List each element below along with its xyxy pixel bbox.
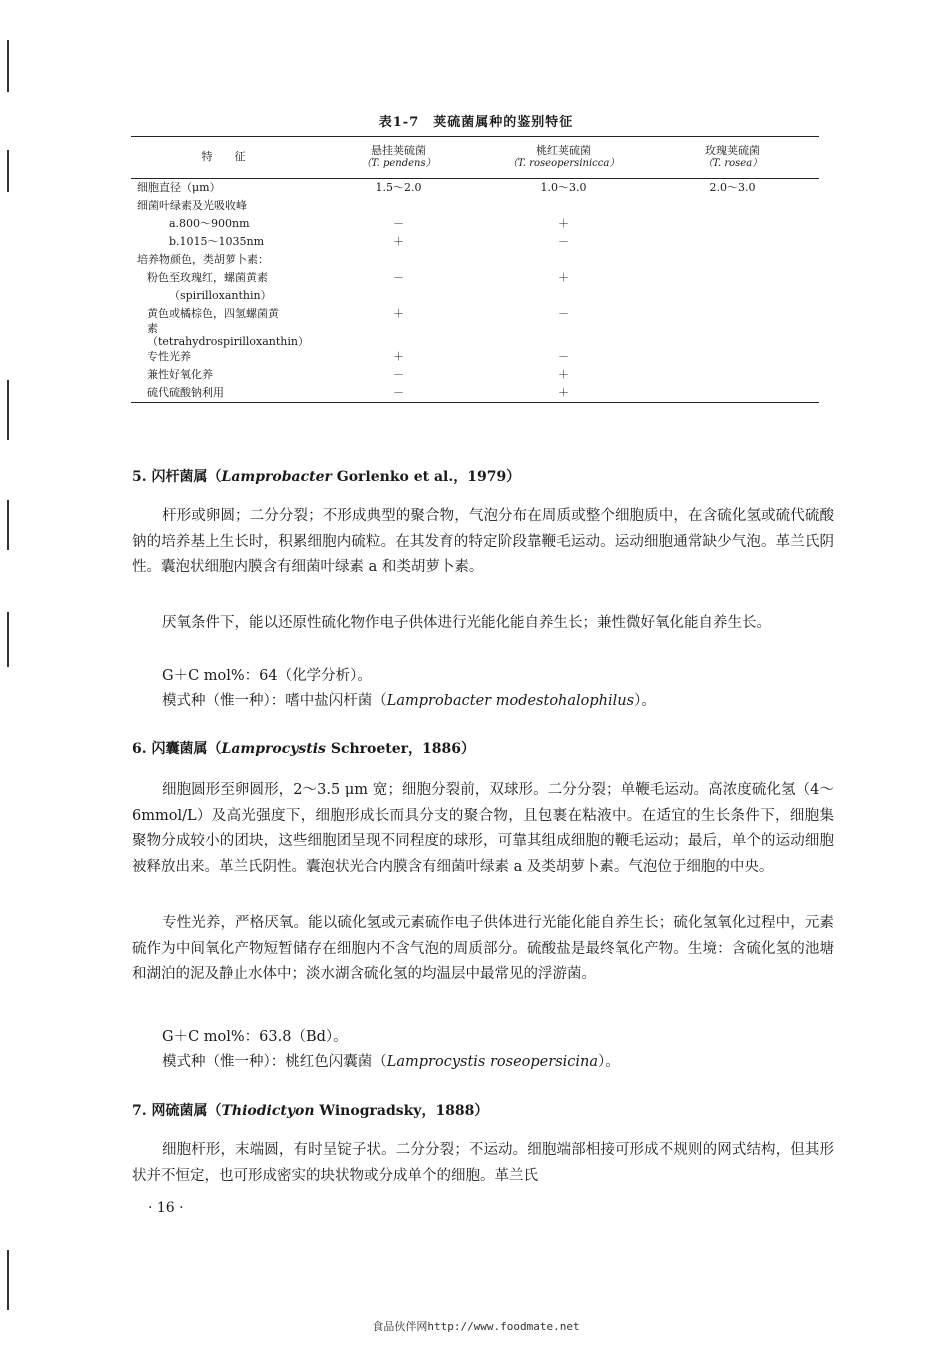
table-cell bbox=[646, 305, 819, 323]
row-label: 黄色或橘棕色，四氢螺菌黄 bbox=[147, 306, 279, 320]
table-cell: 1.0～3.0 bbox=[540, 180, 587, 194]
table-cell bbox=[316, 197, 481, 215]
table-row bbox=[131, 384, 819, 403]
table-row bbox=[131, 305, 819, 323]
row-label: 培养物颜色，类胡萝卜素： bbox=[137, 252, 269, 266]
table-cell: 1.5～2.0 bbox=[375, 180, 422, 194]
table-cell bbox=[481, 323, 646, 348]
row-label: 粉色至玫瑰红，螺菌黄素 bbox=[147, 270, 268, 284]
scan-edge-mark bbox=[7, 612, 9, 667]
table-row bbox=[131, 233, 819, 251]
section-paragraph: 专性光养，严格厌氧。能以硫化氢或元素硫作电子供体进行光能化能自养生长；硫化氢氧化过程中，元素硫作为中间氧化产物短暂储存在细胞内不含气泡的周质部分。硫酸盐是最终氧化产物。生境：含硫化氢的池塘和湖泊的泥及静止水体中；淡水湖含硫化氢的均温层中最常见的浮游菌。 bbox=[132, 915, 834, 982]
table-cell bbox=[646, 269, 819, 287]
table-row bbox=[131, 348, 819, 366]
table-cell: ＋ bbox=[558, 367, 569, 381]
table-cell bbox=[646, 384, 819, 403]
row-label: 细菌叶绿素及光吸收峰 bbox=[137, 198, 247, 212]
section-paragraph: 厌氧条件下，能以还原性硫化物作电子供体进行光能化能自养生长；兼性微好氧化能自养生长。 bbox=[162, 615, 771, 631]
header-cell: 悬挂荚硫菌 （T. pendens） bbox=[361, 143, 436, 169]
table-cell bbox=[646, 251, 819, 269]
section-heading-thiodictyon: 7. 网硫菌属（Thiodictyon Winogradsky，1888） bbox=[132, 1103, 489, 1119]
table-cell: ＋ bbox=[393, 234, 404, 248]
table-cell bbox=[481, 251, 646, 269]
table-cell bbox=[646, 287, 819, 305]
row-label: b.1015～1035nm bbox=[169, 234, 265, 248]
row-label: a.800～900nm bbox=[169, 216, 250, 230]
scan-edge-mark bbox=[7, 150, 9, 192]
row-label: 兼性好氧化养 bbox=[147, 367, 213, 381]
table-cell bbox=[316, 287, 481, 305]
table-cell: － bbox=[558, 349, 569, 363]
table-title: 表1-7 荚硫菌属种的鉴别特征 bbox=[378, 115, 574, 130]
header-cell: 玫瑰荚硫菌 （T. rosea） bbox=[702, 143, 763, 169]
table-row bbox=[131, 269, 819, 287]
table-cell bbox=[481, 197, 646, 215]
row-label: 素（tetrahydrospirilloxanthin） bbox=[147, 322, 309, 348]
table-cell: ＋ bbox=[558, 385, 569, 399]
table-cell bbox=[316, 251, 481, 269]
scan-edge-mark bbox=[7, 1250, 9, 1310]
table-row bbox=[131, 251, 819, 269]
scan-edge-mark bbox=[7, 40, 9, 92]
gc-content-line: G＋C mol%：63.8（Bd）。 bbox=[162, 1029, 348, 1045]
watermark-footer: 食品伙伴网http://www.foodmate.net bbox=[372, 1320, 580, 1333]
table-cell: － bbox=[393, 385, 404, 399]
table-cell bbox=[481, 287, 646, 305]
table-cell: ＋ bbox=[393, 349, 404, 363]
table-cell bbox=[646, 366, 819, 384]
table-cell: ＋ bbox=[558, 270, 569, 284]
table-cell bbox=[316, 323, 481, 348]
table-cell: 2.0～3.0 bbox=[709, 180, 756, 194]
section-heading-lamprocystis: 6. 闪囊菌属（Lamprocystis Schroeter，1886） bbox=[132, 741, 475, 757]
header-cell: 桃红荚硫菌 （T. roseopersinicca） bbox=[507, 143, 620, 169]
table-cell bbox=[646, 348, 819, 366]
table-cell: － bbox=[393, 270, 404, 284]
page-number: · 16 · bbox=[148, 1200, 184, 1216]
table-cell bbox=[646, 215, 819, 233]
section-paragraph: 杆形或卵圆；二分分裂；不形成典型的聚合物，气泡分布在周质或整个细胞质中，在含硫化氢或硫代硫酸钠的培养基上生长时，积累细胞内硫粒。在其发育的特定阶段靠鞭毛运动。运动细胞通常缺少气泡。革兰氏阴性。囊泡状细胞内膜含有细菌叶绿素 a 和类胡萝卜素。 bbox=[132, 508, 834, 575]
table-cell: ＋ bbox=[393, 306, 404, 320]
table-cell: － bbox=[558, 234, 569, 248]
row-label: 细胞直径（μm） bbox=[137, 180, 221, 194]
scan-edge-mark bbox=[7, 380, 9, 440]
identification-table bbox=[131, 136, 819, 403]
table-cell bbox=[646, 323, 819, 348]
row-label: （spirilloxanthin） bbox=[169, 288, 272, 302]
table-row bbox=[131, 287, 819, 305]
table-cell bbox=[646, 197, 819, 215]
table-row bbox=[131, 323, 819, 348]
gc-content-line: G＋C mol%：64（化学分析）。 bbox=[162, 668, 372, 684]
table-row bbox=[131, 179, 819, 198]
table-cell: － bbox=[393, 216, 404, 230]
scan-edge-mark bbox=[7, 500, 9, 550]
table-row bbox=[131, 366, 819, 384]
type-species-line: 模式种（惟一种）：嗜中盐闪杆菌（Lamprobacter modestohalophilus）。 bbox=[162, 693, 656, 709]
table-header-row bbox=[131, 137, 819, 179]
type-species-line: 模式种（惟一种）：桃红色闪囊菌（Lamprocystis roseopersicina）。 bbox=[162, 1054, 620, 1070]
row-label: 硫代硫酸钠利用 bbox=[147, 385, 224, 399]
table-row bbox=[131, 197, 819, 215]
table-cell bbox=[646, 233, 819, 251]
table-row bbox=[131, 215, 819, 233]
row-label: 专性光养 bbox=[147, 349, 191, 363]
table-cell: － bbox=[393, 367, 404, 381]
section-paragraph: 细胞杆形，末端圆，有时呈锭子状。二分分裂；不运动。细胞端部相接可形成不规则的网式结构，但其形状并不恒定，也可形成密实的块状物或分成单个的细胞。革兰氏 bbox=[132, 1142, 834, 1184]
table-cell: － bbox=[558, 306, 569, 320]
section-paragraph: 细胞圆形至卵圆形，2～3.5 μm 宽；细胞分裂前，双球形。二分分裂；单鞭毛运动。高浓度硫化氢（4～6mmol/L）及高光强度下，细胞形成长而具分支的聚合物，且包裹在粘液中。在适宜的生长条件下，细胞集聚物分成较小的团块，这些细胞团呈现不同程度的球形，可靠其组成细胞的鞭毛运动；最后，单个的运动细胞被释放出来。革兰氏阴性。囊泡状光合内膜含有细菌叶绿素 a 及类胡萝卜素。气泡位于细胞的中央。 bbox=[132, 782, 834, 875]
table-cell: ＋ bbox=[558, 216, 569, 230]
header-cell: 特 征 bbox=[201, 149, 246, 163]
section-heading-lamprobacter: 5. 闪杆菌属（Lamprobacter Gorlenko et al.，1979） bbox=[132, 469, 521, 485]
